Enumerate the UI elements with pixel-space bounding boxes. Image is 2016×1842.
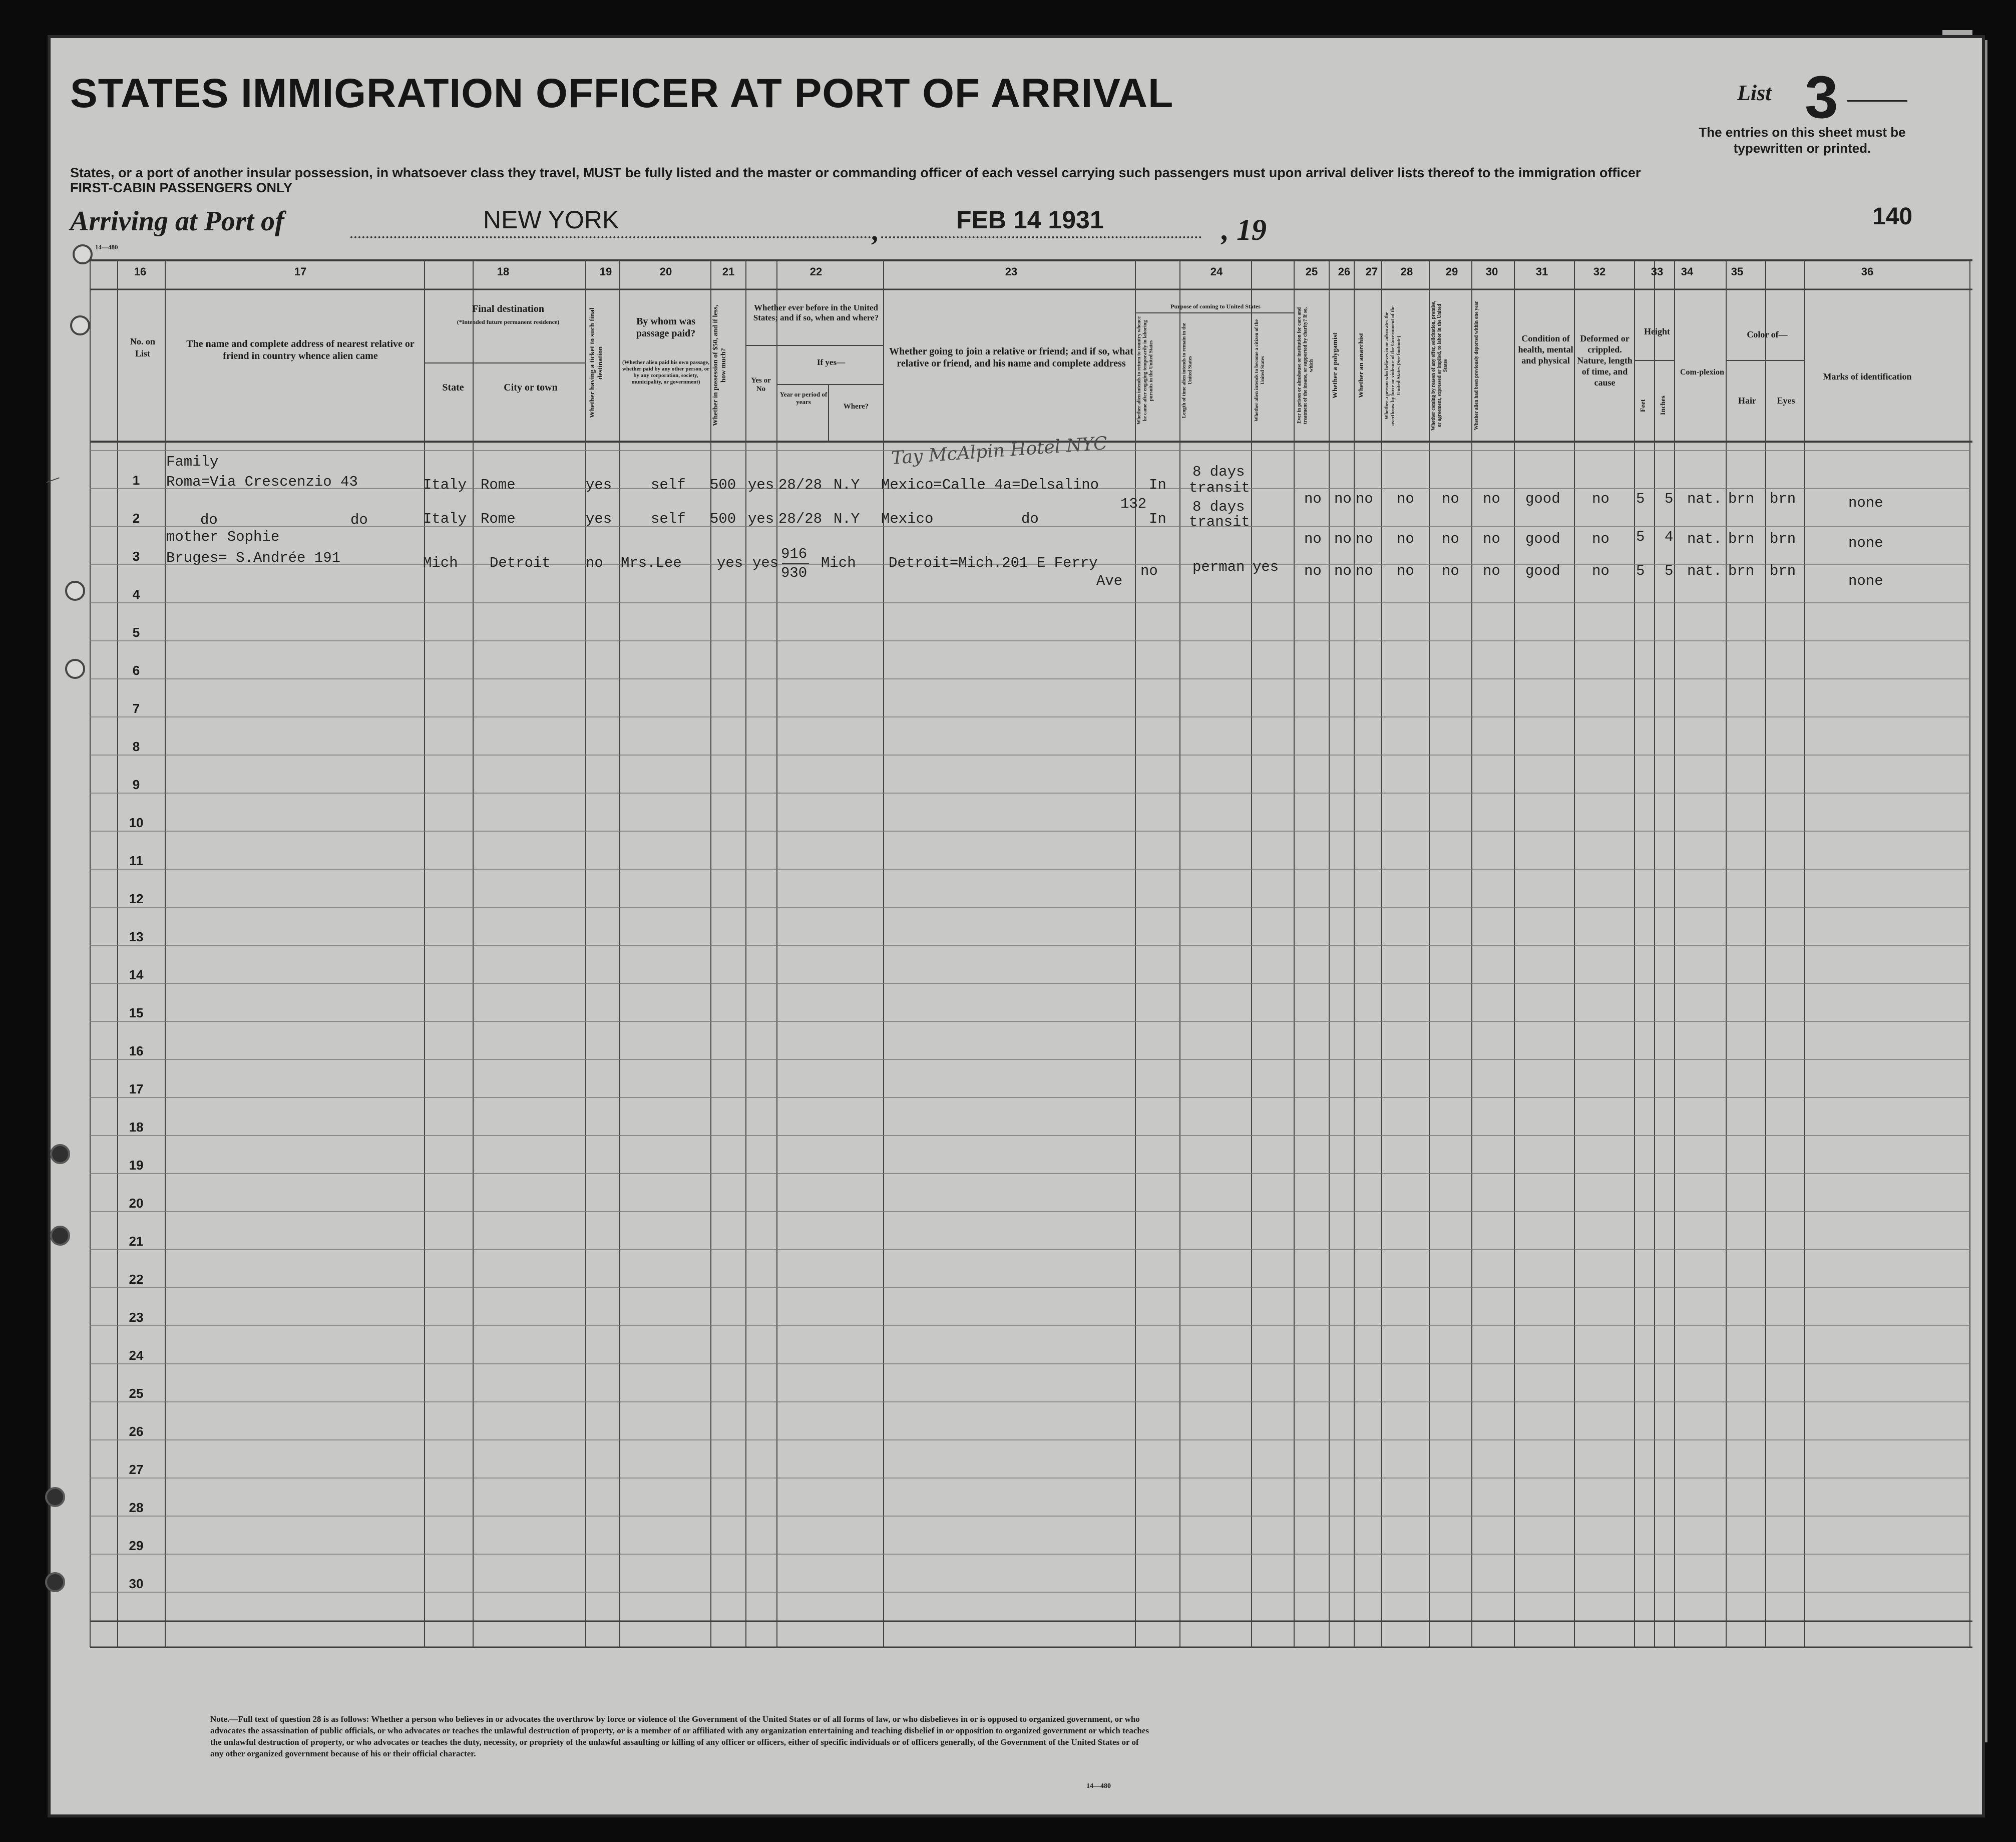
entry3-col26: no (1334, 563, 1352, 579)
row-number: 22 (129, 1272, 144, 1287)
entry2-complexion: nat. (1687, 531, 1722, 547)
entry1-paid-by: self (651, 477, 686, 493)
entry3-eyes: brn (1770, 563, 1796, 579)
col-num-22: 22 (810, 265, 823, 278)
row-number: 10 (129, 815, 144, 830)
entry1-ticket: yes (586, 477, 612, 493)
row-number: 9 (132, 777, 140, 792)
entry1-city: Rome (481, 477, 516, 493)
entry3-relative-line1: mother Sophie (166, 529, 280, 545)
row-number: 15 (129, 1005, 144, 1020)
entry1-length-stay-2: transit (1189, 480, 1250, 496)
row-number: 17 (129, 1081, 144, 1096)
col-num-36: 36 (1861, 265, 1874, 278)
col-num-35: 35 (1731, 265, 1744, 278)
header-length-stay: Length of time alien intends to remain in the United States (1181, 323, 1193, 418)
entry1-return-intent: In (1149, 477, 1166, 493)
header-if-yes: If yes— (817, 357, 846, 367)
col-num-34: 34 (1681, 265, 1694, 278)
header-final-destination: Final destination (472, 303, 544, 314)
entry2-before-where: N.Y (834, 511, 860, 527)
col-num-16: 16 (134, 265, 147, 278)
handwritten-note: Tay McAlpin Hotel NYC (891, 433, 1108, 469)
entry1-health: good (1525, 491, 1560, 507)
entry1-before-yes: yes (748, 477, 774, 493)
list-number: 3 (1805, 64, 1838, 131)
header-before-us: Whether ever before in the United States; and if so, when and where? (753, 303, 879, 322)
header-purpose: Purpose of coming to United States (1170, 303, 1261, 310)
arriving-label: Arriving at Port of (70, 206, 284, 237)
col-num-18: 18 (497, 265, 510, 278)
row-number: 27 (129, 1462, 144, 1477)
header-hair: Hair (1738, 396, 1756, 406)
header-ticket: Whether having a ticket to such final destination (589, 307, 604, 419)
row-number: 21 (129, 1234, 144, 1249)
entry2-city: Rome (481, 511, 516, 527)
header-state: State (442, 382, 464, 393)
entry2-return-intent: In (1149, 511, 1166, 527)
entry2-feet: 5 (1636, 529, 1645, 545)
col-num-25: 25 (1305, 265, 1318, 278)
entry1-relative-line2: Roma=Via Crescenzio 43 (166, 474, 358, 490)
entry2-state: Italy (423, 511, 467, 527)
entry1-joining-line2: 132 (1120, 496, 1147, 512)
entry1-state: Italy (423, 477, 467, 493)
entry3-joining-line2: Ave (1096, 573, 1123, 589)
fraction-bar (782, 563, 809, 564)
instructions-line: States, or a port of another insular possession, in whatsoever class they travel, MUST be fully listed and the master or commanding officer of each vessel carrying such passengers must upon arrival deliver lists thereof to the immigration officer (70, 165, 1641, 180)
header-health: Condition of health, mental and physical (1518, 333, 1573, 365)
entry3-deformed: no (1592, 563, 1609, 579)
row-number: 26 (129, 1424, 144, 1439)
entry2-col28: no (1397, 531, 1414, 547)
entry1-hair: brn (1728, 491, 1755, 507)
header-col28: Whether a person who believes in or advocates the overthrow by force or violence of the Government of the United States (See footnote) (1384, 305, 1402, 426)
row-number: 4 (132, 587, 140, 602)
header-year: Year or period of years (779, 391, 828, 406)
date-value: FEB 14 1931 (956, 206, 1104, 234)
entry3-marks: none (1848, 573, 1883, 589)
row-number: 19 (129, 1158, 144, 1173)
comma-sep: , (871, 216, 878, 247)
row-number: 7 (132, 701, 140, 716)
entry3-before-years-2: 930 (781, 565, 808, 581)
header-inches: Inches (1660, 396, 1667, 416)
entry2-relative-do: do (200, 512, 218, 528)
entry1-col27: no (1356, 491, 1373, 507)
entry3-col27: no (1356, 563, 1373, 579)
row-number: 24 (129, 1348, 144, 1363)
footnote-form-code: 14—480 (1086, 1782, 1111, 1790)
entry2-joining-do: do (1021, 511, 1039, 527)
check-mark: — (42, 468, 63, 491)
header-city: City or town (504, 382, 558, 393)
header-before-yes-no: Yes or No (751, 377, 771, 393)
row-number: 6 (132, 663, 140, 678)
port-value: NEW YORK (483, 206, 619, 234)
header-col30: Whether alien had been previously deported within one year (1474, 301, 1479, 430)
entry1-joining: Mexico=Calle 4a=Delsalino (881, 477, 1099, 493)
header-col25: Ever in prison or almshouse or institution for care and treatment of the insane, or supported by charity? If so, which (1297, 307, 1314, 424)
header-col27: Whether an anarchist (1358, 332, 1365, 399)
entry2-joining: Mexico (881, 511, 934, 527)
entry1-col26: no (1334, 491, 1352, 507)
entry2-paid-by: self (651, 511, 686, 527)
row-number: 18 (129, 1120, 144, 1135)
entry3-length-stay: perman (1192, 559, 1245, 575)
entry2-before-yes: yes (748, 511, 774, 527)
entry1-marks: none (1848, 495, 1883, 511)
row-number: 11 (129, 853, 143, 868)
header-deformed: Deformed or crippled. Nature, length of time, and cause (1577, 333, 1633, 388)
entry3-return-intent: no (1140, 563, 1158, 579)
entry3-health: good (1525, 563, 1560, 579)
header-feet: Feet (1640, 399, 1647, 412)
col-num-20: 20 (659, 265, 672, 278)
header-passage-paid: By whom was passage paid? (636, 316, 696, 339)
row-number: 3 (132, 549, 140, 564)
page-number: 140 (1872, 203, 1913, 230)
row-number: 20 (129, 1196, 144, 1211)
col-num-26: 26 (1338, 265, 1351, 278)
entry3-joining: Detroit=Mich.201 E Ferry (889, 555, 1098, 571)
entry3-paid-by: Mrs.Lee (621, 555, 682, 571)
entry3-before-years: 916 (781, 546, 808, 562)
header-passage-paid-note: (Whether alien paid his own passage, whether paid by any other person, or by any corporation, society, municipality, or government) (622, 359, 710, 385)
row-number: 5 (132, 625, 140, 640)
entry2-before-years: 28/28 (778, 511, 823, 527)
entry1-length-stay: 8 days (1192, 464, 1245, 480)
header-relative: The name and complete address of nearest relative or friend in country whence alien came (186, 338, 415, 361)
entry3-citizen: yes (1253, 559, 1279, 575)
row-number: 28 (129, 1500, 144, 1515)
entry1-complexion: nat. (1687, 491, 1722, 507)
header-col29: Whether coming by reason of any offer, solicitation, promise, or agreement, expressed or implied, to labor in the United States (1431, 300, 1448, 431)
col-num-24: 24 (1210, 265, 1223, 278)
entry2-relative-do-2: do (350, 512, 368, 528)
row-number: 1 (132, 473, 140, 488)
entry2-eyes: brn (1770, 531, 1796, 547)
row-number: 30 (129, 1576, 144, 1591)
entry3-col25: no (1304, 563, 1322, 579)
row-number: 16 (129, 1043, 144, 1058)
entry3-money: yes (717, 555, 743, 571)
row-number: 14 (129, 967, 144, 982)
entry2-length-stay-2: transit (1189, 514, 1250, 530)
entry3-city: Detroit (490, 555, 551, 571)
entry3-complexion: nat. (1687, 563, 1722, 579)
entry2-hair: brn (1728, 531, 1755, 547)
entry2-col27: no (1356, 531, 1373, 547)
header-eyes: Eyes (1777, 396, 1795, 406)
entry3-relative-line2: Bruges= S.Andrée 191 (166, 550, 341, 566)
header-color: Color of— (1747, 329, 1788, 339)
header-citizen: Whether alien intends to become a citizen of the United States (1254, 319, 1266, 422)
entry1-col28: no (1397, 491, 1414, 507)
header-where: Where? (843, 403, 869, 411)
entry1-feet: 5 (1636, 491, 1645, 507)
header-col26: Whether a polygamist (1332, 332, 1339, 399)
entry2-money: 500 (710, 511, 736, 527)
entry3-hair: brn (1728, 563, 1755, 579)
entry1-before-where: N.Y (834, 477, 860, 493)
entry2-deformed: no (1592, 531, 1609, 547)
entry1-col25: no (1304, 491, 1322, 507)
header-return-intent: Whether alien intends to return to country whence he came after engaging temporarily in laboring pursuits in the United States (1136, 316, 1154, 425)
entry3-before-where: Mich (821, 555, 856, 571)
entry1-relative-line1: Family (166, 454, 219, 470)
form-code: 14—480 (95, 243, 118, 251)
header-no-on-list: No. on List (130, 336, 155, 358)
col-num-30: 30 (1485, 265, 1498, 278)
entry3-col29: no (1442, 563, 1459, 579)
col-num-33: 33 (1651, 265, 1664, 278)
entry3-col28: no (1397, 563, 1414, 579)
header-final-destination-note: (*Intended future permanent residence) (457, 318, 560, 325)
entry3-inches: 5 (1665, 563, 1674, 579)
entry3-col30: no (1483, 563, 1500, 579)
col-num-28: 28 (1400, 265, 1413, 278)
row-number: 12 (129, 891, 144, 906)
col-num-27: 27 (1365, 265, 1378, 278)
class-note: FIRST-CABIN PASSENGERS ONLY (70, 180, 293, 195)
col-num-31: 31 (1535, 265, 1548, 278)
entries-note: The entries on this sheet must be typewritten or printed. (1699, 125, 1906, 156)
entry3-ticket: no (586, 555, 603, 571)
entry1-deformed: no (1592, 491, 1609, 507)
entry2-ticket: yes (586, 511, 612, 527)
row-number: 8 (132, 739, 140, 754)
row-number: 2 (132, 511, 140, 526)
footnote-question-28: Note.—Full text of question 28 is as follows: Whether a person who believes in or advocates the overthrow by force or violence of the Government of the United States or of all forms of law, or who disbelieves in or is opposed to organized government, or who advocates the assassination of public officials, or who advocates or teaches the unlawful destruction of property, or is a member of or affiliated with any organization entertaining and teaching disbelief in or opposition to organized government or which teaches the unlawful destruction of property, or who advocates or teaches the duty, necessity, or propriety of the unlawful assaulting or killing of any officer or officers, either of specific individuals or of officers generally, of the Government of the United States or of any other organized government because of his or their official character. (210, 1714, 1149, 1758)
entry3-feet: 5 (1636, 563, 1645, 579)
entry3-state: Mich (423, 555, 458, 571)
entry2-length-stay: 8 days (1192, 499, 1245, 515)
entry1-money: 500 (710, 477, 736, 493)
entry3-before-yes: yes (752, 555, 779, 571)
header-complexion: Com-plexion (1680, 368, 1724, 377)
page-title: STATES IMMIGRATION OFFICER AT PORT OF ARRIVAL (70, 71, 1174, 116)
entry1-col30: no (1483, 491, 1500, 507)
list-label: List (1737, 81, 1772, 105)
col-num-23: 23 (1005, 265, 1018, 278)
header-joining: Whether going to join a relative or friend; and if so, what relative or friend, and his name and complete address (889, 346, 1133, 369)
entry2-col29: no (1442, 531, 1459, 547)
header-money: Whether in possession of $50, and if less, how much? (712, 304, 727, 427)
entry2-marks: none (1848, 535, 1883, 551)
year-prefix: , 19 (1222, 213, 1267, 246)
col-num-29: 29 (1445, 265, 1458, 278)
entry1-col29: no (1442, 491, 1459, 507)
entry2-col25: no (1304, 531, 1322, 547)
entry1-inches: 5 (1665, 491, 1674, 507)
col-num-17: 17 (294, 265, 307, 278)
col-num-32: 32 (1593, 265, 1606, 278)
entry2-col26: no (1334, 531, 1352, 547)
entry2-inches: 4 (1665, 529, 1674, 545)
entry1-eyes: brn (1770, 491, 1796, 507)
row-number: 13 (129, 929, 144, 944)
header-height: Height (1644, 326, 1670, 336)
entry1-before-years: 28/28 (778, 477, 823, 493)
entry2-health: good (1525, 531, 1560, 547)
row-number: 23 (129, 1310, 144, 1325)
col-num-21: 21 (722, 265, 735, 278)
entry2-col30: no (1483, 531, 1500, 547)
row-number: 29 (129, 1538, 144, 1553)
col-num-19: 19 (599, 265, 612, 278)
row-number: 25 (129, 1386, 144, 1401)
header-marks: Marks of identification (1823, 372, 1912, 382)
